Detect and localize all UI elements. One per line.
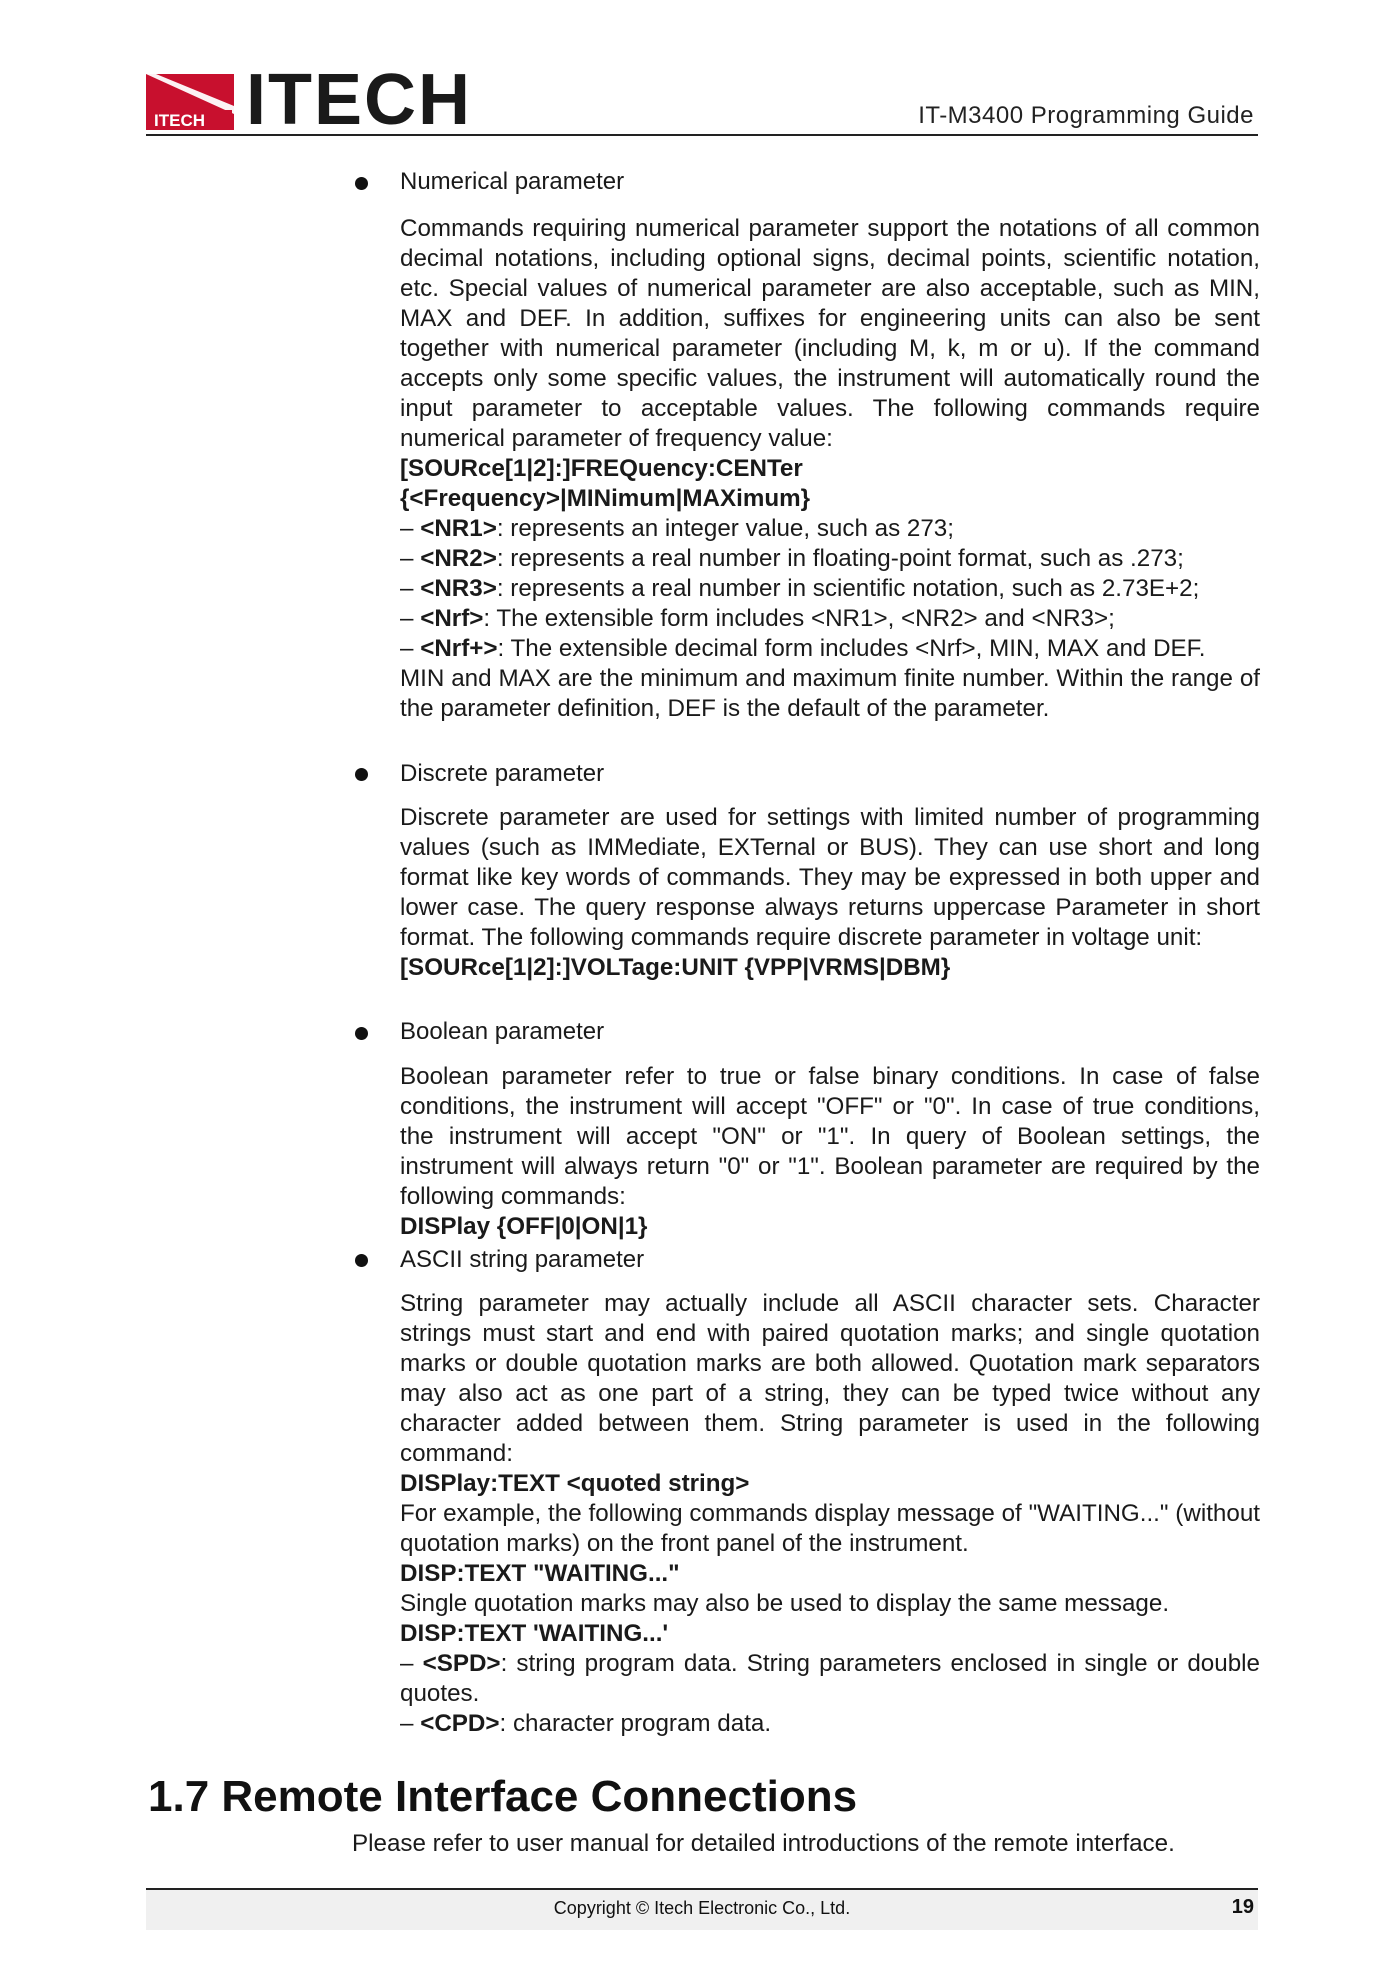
list-item: – <NR2>: represents a real number in floating-point format, such as .273; [400,545,1184,572]
bullet-icon [355,1027,368,1040]
page-footer [146,1888,1258,1930]
ascii-cmd-3: DISP:TEXT 'WAITING...' [400,1620,669,1647]
section-body: Please refer to user manual for detailed introductions of the remote interface. [352,1830,1175,1857]
discrete-heading: Discrete parameter [400,760,605,787]
boolean-cmd: DISPlay {OFF|0|ON|1} [400,1213,648,1240]
logo-small-text: ITECH [154,111,205,130]
section-heading: 1.7 Remote Interface Connections [148,1772,858,1821]
discrete-cmd: [SOURce[1|2]:]VOLTage:UNIT {VPP|VRMS|DBM} [400,954,951,981]
list-item: – <CPD>: character program data. [400,1710,772,1737]
ascii-heading: ASCII string parameter [400,1246,645,1273]
page-number: 19 [1231,1896,1254,1918]
bullet-icon [355,1254,368,1267]
numerical-heading: Numerical parameter [400,168,625,195]
boolean-block [400,1062,1260,1242]
ascii-block [400,1289,1260,1739]
numerical-para: Commands requiring numerical parameter support the notations of all common decimal notations, including optional signs, decimal points, scientific notation, etc. Special values of numerical parameter are also acceptable, such as MIN, MAX and DEF. In addition, suffixes for engineering units can also be sent together with numerical parameter (including M, k, m or u). If the command accepts only some specific values, the instrument will automatically round the input parameter to acceptable values. The following commands require numerical parameter of frequency value: [400,215,1260,452]
bullet-icon [355,177,368,190]
list-item: – <Nrf>: The extensible form includes <NR1>, <NR2> and <NR3>; [400,605,1115,632]
ascii-para: String parameter may actually include all ASCII character sets. Character strings must start and end with paired quotation marks; and single quotation marks or double quotation marks are both allowed. Quotation mark separators may also act as one part of a string, they can be typed twice without any character added between them. String parameter is used in the following command: [400,1290,1260,1467]
ascii-para-3: Single quotation marks may also be used to display the same message. [400,1590,1170,1617]
list-item: – <SPD>: string program data. String parameters enclosed in single or double quotes. [400,1650,1260,1707]
bullet-icon [355,768,368,781]
logo-wordmark: ITECH [246,60,472,140]
boolean-para: Boolean parameter refer to true or false binary conditions. In case of false conditions, the instrument will accept "OFF" or "0". In case of true conditions, the instrument will accept "ON" or "1". In query of Boolean settings, the instrument will always return "0" or "1". Boolean parameter are required by the following commands: [400,1063,1260,1210]
page-header [146,60,1258,140]
ascii-cmd-1: DISPlay:TEXT <quoted string> [400,1470,750,1497]
boolean-heading: Boolean parameter [400,1018,605,1045]
discrete-block [400,803,1260,983]
list-item: – <Nrf+>: The extensible decimal form includes <Nrf>, MIN, MAX and DEF. [400,635,1206,662]
discrete-para: Discrete parameter are used for settings with limited number of programming values (such as IMMediate, EXTernal or BUS). They can use short and long format like key words of commands. They may be expressed in both upper and lower case. The query response always returns uppercase Parameter in short format. The following commands require discrete parameter in voltage unit: [400,804,1260,951]
document-title: IT-M3400 Programming Guide [918,102,1254,129]
list-item: – <NR1>: represents an integer value, such as 273; [400,515,954,542]
numerical-cmd-1: [SOURce[1|2]:]FREQuency:CENTer [400,455,803,482]
numerical-tail: MIN and MAX are the minimum and maximum finite number. Within the range of the parameter definition, DEF is the default of the parameter. [400,665,1260,722]
numerical-cmd-2: {<Frequency>|MINimum|MAXimum} [400,485,811,512]
ascii-para-2: For example, the following commands display message of "WAITING..." (without quotation marks) on the front panel of the instrument. [400,1500,1260,1557]
itech-logo [146,74,236,132]
list-item: – <NR3>: represents a real number in scientific notation, such as 2.73E+2; [400,575,1200,602]
numerical-block [400,214,1260,724]
ascii-cmd-2: DISP:TEXT "WAITING..." [400,1560,680,1587]
copyright-text: Copyright © Itech Electronic Co., Ltd. [553,1898,851,1918]
